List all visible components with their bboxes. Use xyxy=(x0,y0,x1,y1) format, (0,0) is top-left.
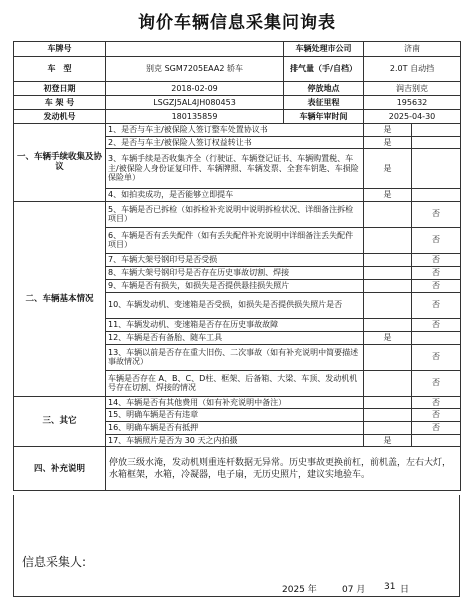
item-yes: 是 xyxy=(364,124,412,137)
item-no: 否 xyxy=(412,227,461,253)
remark-row xyxy=(14,447,461,491)
item-no: 否 xyxy=(412,421,461,434)
item-yes xyxy=(364,279,412,292)
displacement-value: 2.0T 自动挡 xyxy=(364,57,461,82)
item-text: 8、车辆大架号钢印号是否存在历史事故切割、焊接 xyxy=(106,266,364,279)
item-yes xyxy=(364,253,412,266)
item-no: 否 xyxy=(412,266,461,279)
model-value: 别克 SGM7205EAA2 轿车 xyxy=(106,57,284,82)
row-engine xyxy=(14,110,461,124)
item-yes: 是 xyxy=(364,136,412,149)
item-text: 17、车辆照片是否为 30 天之内拍摄 xyxy=(106,434,364,447)
item-yes xyxy=(364,421,412,434)
item-text: 2、是否与车主/被保险人签订权益转让书 xyxy=(106,136,364,149)
item-text: 6、车辆是否有丢失配件（如有丢失配件补充说明中详细备注丢失配件项目） xyxy=(106,227,364,253)
mileage-label: 表征里程 xyxy=(284,96,364,110)
item-no: 否 xyxy=(412,370,461,396)
item-text: 3、车辆手续是否收集齐全（行驶证、车辆登记证书、车辆购置税、车主/被保险人身份证复印件、车辆牌照、车辆发票、全套车钥匙、车损险保险单） xyxy=(106,149,364,189)
item-row-15 xyxy=(14,396,461,409)
item-text: 9、车辆是否有损失，如损失是否提供悬挂损失照片 xyxy=(106,279,364,292)
item-no xyxy=(412,331,461,344)
vehicle-info-table xyxy=(13,41,461,491)
remark-text: 停放三级水淹，发动机则重连杆数据无异常。历史事故更换前杠，前机盖，左右大灯，水箱框架，水箱，冷凝器，电子扇，无历史照片，建议实地验车。 xyxy=(106,447,461,491)
item-no xyxy=(412,434,461,447)
item-no: 否 xyxy=(412,292,461,318)
item-text: 14、车辆是否有其他费用（如有补充说明中备注） xyxy=(106,396,364,409)
section-documents-label: 一、车辆手续收集及协议 xyxy=(14,124,106,202)
item-text: 16、明确车辆是否有抵押 xyxy=(106,421,364,434)
item-yes xyxy=(364,201,412,227)
item-no: 否 xyxy=(412,253,461,266)
item-no xyxy=(412,136,461,149)
form-title: 询价车辆信息采集问询表 xyxy=(138,13,336,33)
mileage-value: 195632 xyxy=(364,96,461,110)
item-row-5 xyxy=(14,201,461,227)
engine-value: 180135859 xyxy=(106,110,284,124)
item-row-1 xyxy=(14,124,461,137)
item-no: 否 xyxy=(412,318,461,331)
item-yes xyxy=(364,292,412,318)
item-yes xyxy=(364,344,412,370)
row-reg-date xyxy=(14,82,461,96)
item-yes xyxy=(364,318,412,331)
date-year: 2025 年 xyxy=(282,585,317,595)
date-month: 07 月 xyxy=(342,585,366,595)
signature-area xyxy=(13,495,460,597)
item-yes: 是 xyxy=(364,434,412,447)
displacement-label: 排气量（手/自档） xyxy=(284,57,364,82)
collector-label: 信息采集人: xyxy=(22,555,87,569)
item-text: 5、车辆是否已拆检（如拆检补充说明中说明拆检状况、详细备注拆检项目） xyxy=(106,201,364,227)
parking-value: 润吉别克 xyxy=(364,82,461,96)
engine-label: 发动机号 xyxy=(14,110,106,124)
vin-value: LSGZJ5AL4JH080453 xyxy=(106,96,284,110)
item-text: 15、明确车辆是否有违章 xyxy=(106,409,364,422)
section-basic-info-label: 二、车辆基本情况 xyxy=(14,201,106,396)
item-yes xyxy=(364,409,412,422)
item-yes: 是 xyxy=(364,331,412,344)
item-yes: 是 xyxy=(364,189,412,202)
reg-date-label: 初登日期 xyxy=(14,82,106,96)
item-no: 否 xyxy=(412,409,461,422)
item-text: 13、车辆以前是否存在重大旧伤、二次事故（如有补充说明中简要描述事故情况） xyxy=(106,344,364,370)
item-no: 否 xyxy=(412,344,461,370)
item-yes: 是 xyxy=(364,149,412,189)
item-no xyxy=(412,124,461,137)
plate-label: 车牌号 xyxy=(14,42,106,57)
item-text: 7、车辆大架号钢印号是否受损 xyxy=(106,253,364,266)
item-text: 车辆是否存在 A、B、C、D柱、框架、后备箱、大梁、车顶、发动机机号存在切割、焊接的情况 xyxy=(106,370,364,396)
item-no xyxy=(412,149,461,189)
item-no: 否 xyxy=(412,396,461,409)
item-no: 否 xyxy=(412,201,461,227)
item-text: 1、是否与车主/被保险人签订整车处置协议书 xyxy=(106,124,364,137)
item-yes xyxy=(364,266,412,279)
audit-label: 车辆年审时间 xyxy=(284,110,364,124)
reg-date-value: 2018-02-09 xyxy=(106,82,284,96)
row-model xyxy=(14,57,461,82)
plate-value xyxy=(106,42,284,57)
item-yes xyxy=(364,370,412,396)
item-text: 11、车辆发动机、变速箱是否存在历史事故故障 xyxy=(106,318,364,331)
vin-label: 车 架 号 xyxy=(14,96,106,110)
item-no: 否 xyxy=(412,279,461,292)
item-text: 10、车辆发动机、变速箱是否受损，如损失是否提供损失照片是否 xyxy=(106,292,364,318)
audit-value: 2025-04-30 xyxy=(364,110,461,124)
section-other-label: 三、其它 xyxy=(14,396,106,446)
item-no xyxy=(412,189,461,202)
parking-label: 停放地点 xyxy=(284,82,364,96)
row-plate xyxy=(14,42,461,57)
item-text: 12、车辆是否有备胎、随车工具 xyxy=(106,331,364,344)
location-value: 济南 xyxy=(364,42,461,57)
item-text: 4、如拍卖成功，是否能够立即提车 xyxy=(106,189,364,202)
date-day: 31 xyxy=(384,582,396,592)
section-remark-label: 四、补充说明 xyxy=(14,447,106,491)
date-day-suffix: 日 xyxy=(400,585,410,595)
item-yes xyxy=(364,396,412,409)
location-label: 车辆处理市公司 xyxy=(284,42,364,57)
item-yes xyxy=(364,227,412,253)
model-label: 车 型 xyxy=(14,57,106,82)
row-vin xyxy=(14,96,461,110)
